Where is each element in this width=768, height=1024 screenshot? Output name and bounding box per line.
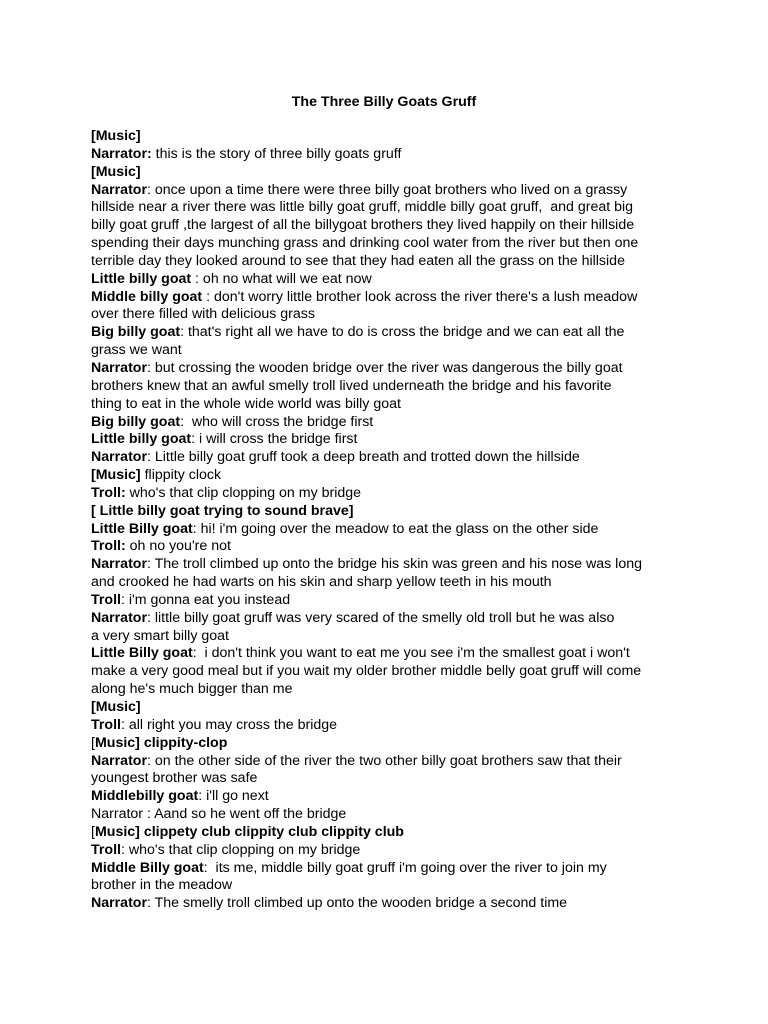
script-line: [91, 485, 691, 503]
script-line: [91, 128, 691, 146]
speaker-label: Big billy goat: [91, 324, 181, 341]
line-text: [: [91, 734, 95, 751]
line-text: : i will cross the bridge first: [191, 431, 358, 448]
script-line: [91, 895, 691, 913]
document-title: The Three Billy Goats Gruff: [291, 94, 477, 110]
speaker-label: [Music]: [91, 128, 141, 144]
script-line: [91, 431, 691, 449]
line-text: Narrator : Aand so he went off the bridge: [91, 806, 347, 823]
speaker-label: Narrator: [91, 752, 147, 769]
script-line: [91, 324, 691, 360]
line-text: who's that clip clopping on my bridge: [125, 484, 362, 501]
speaker-label: Troll: [91, 591, 121, 608]
line-text: : once upon a time there were three billy goat brothers who lived on a grassy hillside near a river there was little billy goat gruff, middle billy goat gruff, and great big billy goat gruff ,the largest of all the billygoat brothers they lived happily on their hillside spending their days munching grass and drinking cool water from the river but then one terrible day they looked around to see that they had eaten all the grass on the hillside: [91, 181, 639, 269]
line-text: [: [91, 823, 95, 840]
speaker-label: Narrator: [91, 556, 147, 573]
speaker-label: Narrator:: [91, 145, 152, 162]
script-line: [91, 735, 691, 753]
script-line: [91, 556, 691, 592]
script-line: [91, 860, 691, 896]
script-line: [91, 271, 691, 289]
script-line: [91, 806, 691, 824]
line-text: oh no you're not: [125, 538, 231, 555]
script-line: [91, 182, 691, 271]
script-line: [91, 503, 691, 521]
line-text: : i'm gonna eat you instead: [120, 591, 291, 608]
script-line: [91, 788, 691, 806]
line-text: : i don't think you want to eat me you see i'm the smallest goat i won't make a very good meal but if you wait my older brother middle belly goat gruff will come along he's much bigger than me: [91, 645, 642, 698]
speaker-label: Troll: [91, 716, 121, 733]
script-line: [91, 467, 691, 485]
script-line: [91, 610, 691, 646]
speaker-label: Music] clippety club clippity club clippity club: [94, 823, 404, 840]
line-text: : little billy goat gruff was very scared of the smelly old troll but he was also a very smart billy goat: [91, 609, 615, 644]
speaker-label: [Music]: [91, 699, 141, 715]
line-text: : oh no what will we eat now: [191, 270, 372, 287]
speaker-label: Little billy goat: [91, 270, 192, 287]
script-line: [91, 717, 691, 735]
line-text: : who will cross the bridge first: [180, 413, 374, 430]
line-text: this is the story of three billy goats gruff: [151, 145, 402, 162]
line-text: : hi! i'm going over the meadow to eat the glass on the other side: [192, 520, 599, 537]
line-text: : that's right all we have to do is cross the bridge and we can eat all the grass we want: [91, 324, 625, 359]
speaker-label: Narrator: [91, 895, 147, 912]
speaker-label: Little Billy goat: [91, 520, 193, 537]
speaker-label: Narrator: [91, 181, 147, 198]
script-line: [91, 414, 691, 432]
line-text: : all right you may cross the bridge: [120, 716, 338, 733]
speaker-label: Middle Billy goat: [91, 859, 204, 876]
script-line: [91, 842, 691, 860]
document-body: [91, 128, 691, 913]
script-line: [91, 824, 691, 842]
script-line: [91, 753, 691, 789]
script-line: [91, 360, 691, 414]
script-line: [91, 449, 691, 467]
script-line: [91, 645, 691, 699]
speaker-label: Middle billy goat: [91, 288, 203, 305]
line-text: : but crossing the wooden bridge over the river was dangerous the billy goat brothers knew that an awful smelly troll lived underneath the bridge and his favorite thing to eat in the whole wide world was billy goat: [91, 359, 623, 412]
speaker-label: Middlebilly goat: [91, 788, 199, 805]
speaker-label: Troll:: [91, 538, 126, 555]
line-text: : on the other side of the river the two other billy goat brothers saw that their youngest brother was safe: [91, 752, 622, 787]
script-line: [91, 146, 691, 164]
line-text: : The smelly troll climbed up onto the wooden bridge a second time: [146, 895, 568, 912]
line-text: : Little billy goat gruff took a deep breath and trotted down the hillside: [146, 449, 580, 466]
line-text: flippity clock: [140, 467, 222, 484]
line-text: : its me, middle billy goat gruff i'm going over the river to join my brother in the meadow: [91, 859, 607, 894]
speaker-label: [Music]: [91, 163, 141, 180]
speaker-label: [ Little billy goat trying to sound brave]: [91, 502, 354, 519]
script-line: [91, 164, 691, 182]
script-line: [91, 538, 691, 556]
speaker-label: Troll:: [91, 484, 126, 501]
script-line: [91, 699, 691, 717]
line-text: : don't worry little brother look across the river there's a lush meadow over there filled with delicious grass: [91, 288, 638, 323]
speaker-label: Little Billy goat: [91, 645, 193, 662]
speaker-label: [Music]: [91, 467, 141, 484]
line-text: : who's that clip clopping on my bridge: [120, 841, 361, 858]
speaker-label: Narrator: [91, 359, 147, 376]
speaker-label: Narrator: [91, 609, 147, 626]
script-line: [91, 289, 691, 325]
speaker-label: Narrator: [91, 449, 147, 466]
speaker-label: Little billy goat: [91, 431, 192, 448]
speaker-label: Music] clippity-clop: [94, 734, 228, 751]
speaker-label: Troll: [91, 841, 121, 858]
script-line: [91, 521, 691, 539]
line-text: : The troll climbed up onto the bridge his skin was green and his nose was long and crooked he had warts on his skin and sharp yellow teeth in his mouth: [91, 556, 642, 591]
script-line: [91, 592, 691, 610]
line-text: : i'll go next: [198, 788, 269, 805]
speaker-label: Big billy goat: [91, 413, 181, 430]
